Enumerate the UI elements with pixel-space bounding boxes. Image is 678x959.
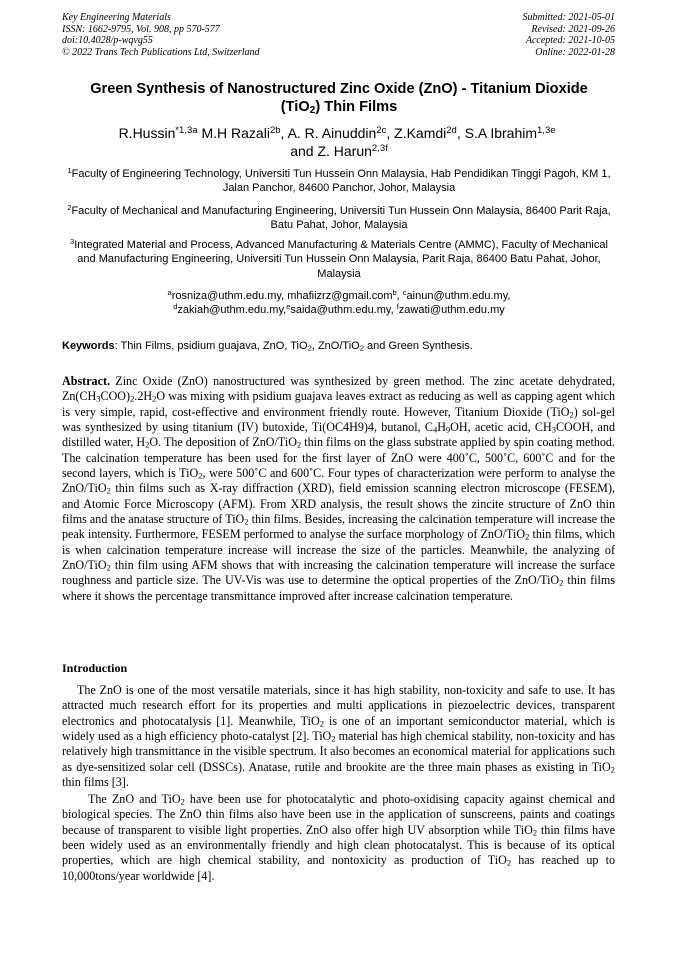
author: A. R. Ainuddin$^{2c}$,	[287, 124, 395, 141]
keywords-label: Keywords	[62, 340, 115, 352]
email-link[interactable]: saida@uthm.edu.my,	[290, 304, 394, 317]
submitted-date: Submitted: 2021-05-01	[522, 12, 615, 23]
journal-issn: ISSN: 1662-9795, Vol. 908, pp 570-577	[62, 23, 220, 35]
author-list	[52, 124, 626, 160]
title-line-1: Green Synthesis of Nanostructured Zinc Oxide (ZnO) - Titanium Dioxide	[90, 81, 588, 97]
copyright: © 2022 Trans Tech Publications Ltd, Switzerland	[62, 46, 260, 58]
email-link[interactable]: zawati@uthm.edu.my	[398, 304, 505, 317]
author-emails: $^a$rosniza@uthm.edu.my, mhafiizrz@gmail.com$^b$, $^c$ainun@uthm.edu.my, $^d$zakiah@uthm.edu.my,$^e$saida@uthm.edu.my, $^f$zawati@uthm.edu.my	[167, 287, 511, 317]
author: and Z. Harun$^{2,3f}$	[290, 142, 388, 159]
abstract-label: Abstract.	[62, 374, 111, 388]
title-text: ) Thin Films	[315, 99, 398, 115]
affiliation-3: $^3$Integrated Material and Process, Advanced Manufacturing & Materials Centre (AMMC), Faculty of Mechanical and Manufacturing Engineering, Universiti Tun Hussein Onn Malaysia, Parit Raja, 86400 Batu Pahat, Johor, Malaysia	[70, 236, 608, 280]
online-date: Online: 2022-01-28	[535, 46, 615, 58]
author: Z.Kamdi$^{2d}$,	[394, 124, 465, 141]
title-line-2	[52, 98, 626, 116]
affiliation-1: $^1$Faculty of Engineering Technology, Universiti Tun Hussein Onn Malaysia, Hab Pendidikan Tinggi Pagoh, KM 1, Jalan Panchor, 84600 Panchor, Johor, Malaysia	[67, 165, 611, 195]
keywords: Keywords: Thin Films, psidium guajava, ZnO, TiO$_2$, ZnO/TiO$_2$ and Green Synthesis.	[62, 340, 473, 353]
email-link[interactable]: rosniza@uthm.edu.my, mhafiizrz@gmail.com	[171, 290, 393, 302]
accepted-date: Accepted: 2021-10-05	[525, 35, 615, 46]
journal-header	[62, 12, 260, 58]
paper-title	[52, 80, 626, 116]
dates-header	[523, 12, 616, 58]
email-link[interactable]: ainun@uthm.edu.my,	[406, 290, 511, 302]
introduction-heading: Introduction	[62, 661, 128, 675]
intro-paragraph-1: The ZnO is one of the most versatile materials, since it has high stability, non-toxicity and safe to use. It has attracted much research effort for its properties and multi applications in piezoelectric devices, transparent electronics and photocatalysis [1]. Meanwhile, TiO$_2$ is one of an important semiconductor material, which is widely used as a high efficiency photo-catalyst [2]. TiO$_2$ material has high chemical stability, non-toxicity and has relatively high transmittance in the visible spectrum. It also becomes an economical material for applications such as dye-sensitized solar cell (DSSCs). Anatase, rutile and brookite are the three main phases as existing in TiO$_2$ thin films [3].	[62, 683, 615, 790]
affiliation-2: $^2$Faculty of Mechanical and Manufacturing Engineering, Universiti Tun Hussein Onn Malaysia, 86400 Parit Raja, Batu Pahat, Johor, Malaysia	[67, 202, 611, 232]
abstract: Abstract. Zinc Oxide (ZnO) nanostructured was synthesized by green method. The zinc acetate dehydrated, $Zn(CH_3COO)_2.2H_2O$ was mixing with psidium guajava leaves extract as reducing as well as capping agent which is very simple, rapid, cost-effective and environment friendly route. However, Titanium Dioxide (TiO$_2$) sol-gel was synthesized by using titanium (IV) butoxide, Ti(OC4H9)4, butanol, $C_4H_9OH$, acetic acid, $CH_3COOH$, and distilled water, $H_2O$. The deposition of ZnO/TiO$_2$ thin films on the glass substrate applied by spin coating method. The calcination temperature has been used for the first layer of ZnO were 400˚C, 500˚C, 600˚C and for the second layers, which is TiO$_2$, were 500˚C and 600˚C. Four types of characterization were perform to analyse the ZnO/TiO$_2$ thin films such as X-ray diffraction (XRD), field emission scanning electron microscope (FESEM), and Atomic Force Microscopy (AFM). From XRD analysis, the result shows the zincite structure of ZnO thin films and the anatase structure of TiO$_2$ thin films. Besides, increasing the calcination temperature will increase the peak intensity. Furthermore, FESEM performed to analyse the surface morphology of ZnO/TiO$_2$ thin films, which is when calcination temperature increase will increase the size of the particles. Meanwhile, the analyzing of ZnO/TiO$_2$ thin film using AFM shows that with increasing the calcination temperature will increase the surface roughness and particle size. The UV-Vis was use to determine the optical properties of the ZnO/TiO$_2$ thin films where it shows the percentage transmittance improved after increase calcination temperature.	[62, 374, 616, 603]
title-text: (TiO	[280, 99, 310, 115]
doi: doi:10.4028/p-wqvg55	[62, 35, 153, 46]
email-link[interactable]: zakiah@uthm.edu.my,	[177, 304, 287, 317]
author: R.Hussin$^{*1,3a}$	[118, 124, 198, 141]
author: S.A Ibrahim$^{1,3e}$	[464, 124, 556, 141]
journal-name: Key Engineering Materials	[62, 12, 171, 23]
author: M.H Razali$^{2b}$,	[201, 124, 288, 141]
title-subscript: 2	[309, 105, 316, 117]
intro-paragraph-2: The ZnO and TiO$_2$ have been use for photocatalytic and photo-oxidising capacity against chemical and biological species. The ZnO thin films also have been use in the application of sunscreens, paints and coatings because of transparent to visible light properties. ZnO also offer high UV absorption while TiO$_2$ thin films have been widely used as an environmentally friendly and high clean photocatalyst. This is because of its optical properties, which are high chemical stability, and nontoxicity as production of TiO$_2$ has reached up to 10,000tons/year worldwide [4].	[62, 792, 616, 883]
revised-date: Revised: 2021-09-26	[531, 23, 615, 35]
